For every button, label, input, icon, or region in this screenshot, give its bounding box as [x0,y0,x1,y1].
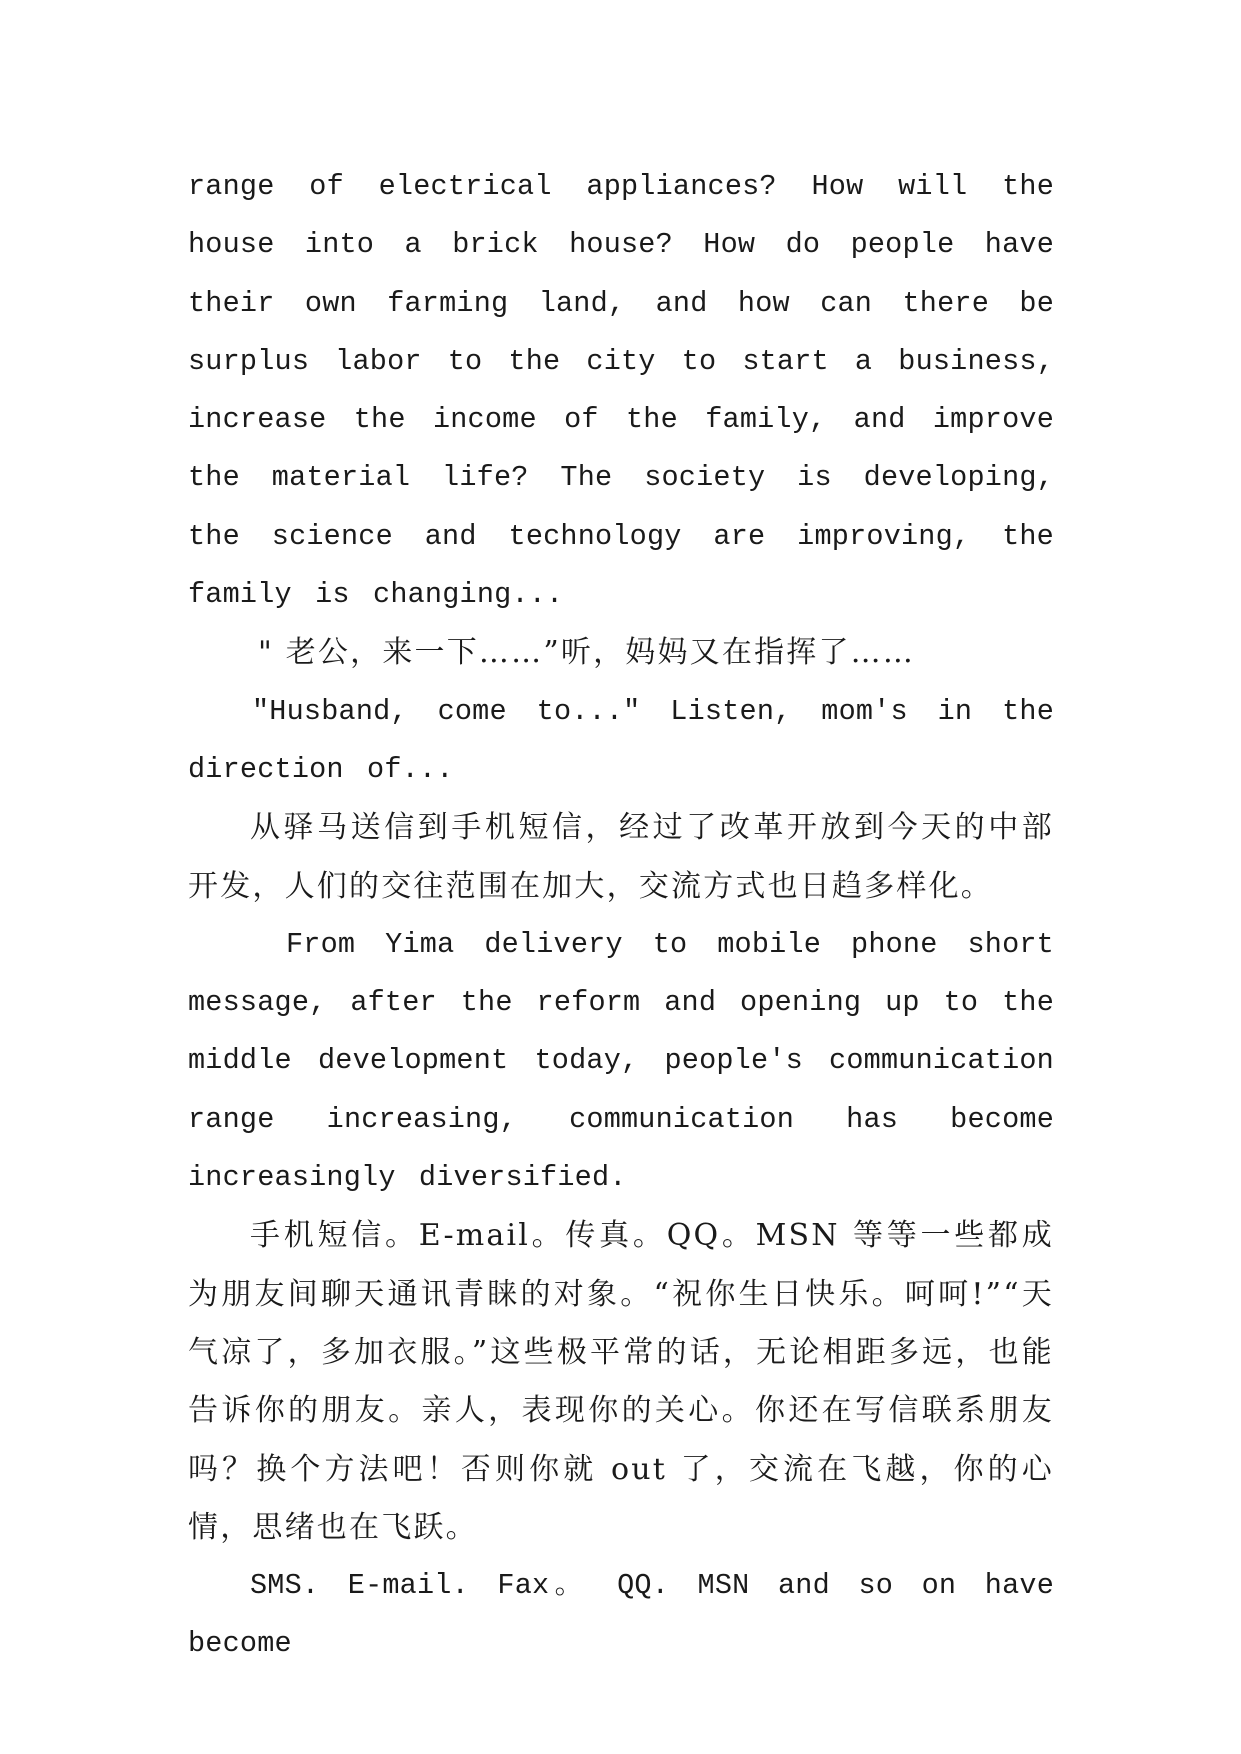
paragraph-english-3: SMS. E-mail. Fax。 QQ. MSN and so on have become [188,1569,1054,1661]
document-body [188,158,1054,1674]
paragraph-chinese-3: 手机短信。E-mail。传真。QQ。MSN 等等一些都成为朋友间聊天通讯青睐的对象。“祝你生日快乐。呵呵!”“天气凉了，多加衣服。”这些极平常的话，无论相距多远，也能告诉你的朋友。亲人，表现你的关心。你还在写信联系朋友吗？换个方法吧！否则你就 out 了，交流在飞越，你的心情，思绪也在飞跃。 [188,1218,1054,1545]
paragraph-english-2: From Yima delivery to mobile phone short message, after the reform and opening up to the middle development today, people's communication range increasing, communication has become increasingly diversified. [188,927,1054,1195]
paragraph-chinese-2: 从驿马送信到手机短信，经过了改革开放到今天的中部开发，人们的交往范围在加大，交流方式也日趋多样化。 [188,810,1054,904]
paragraph-english-1: range of electrical appliances? How will the house into a brick house? How do people have their own farming land, and how can there be surplus labor to the city to start a business, increase the income of the family, and improve the material life? The society is developing, the science and technology are improving, the family is changing... [188,170,1054,612]
paragraph-english-quote: "Husband, come to..." Listen, mom's in the direction of... [188,694,1054,786]
paragraph-chinese-quote: " 老公，来一下……”听，妈妈又在指挥了…… [258,635,916,671]
